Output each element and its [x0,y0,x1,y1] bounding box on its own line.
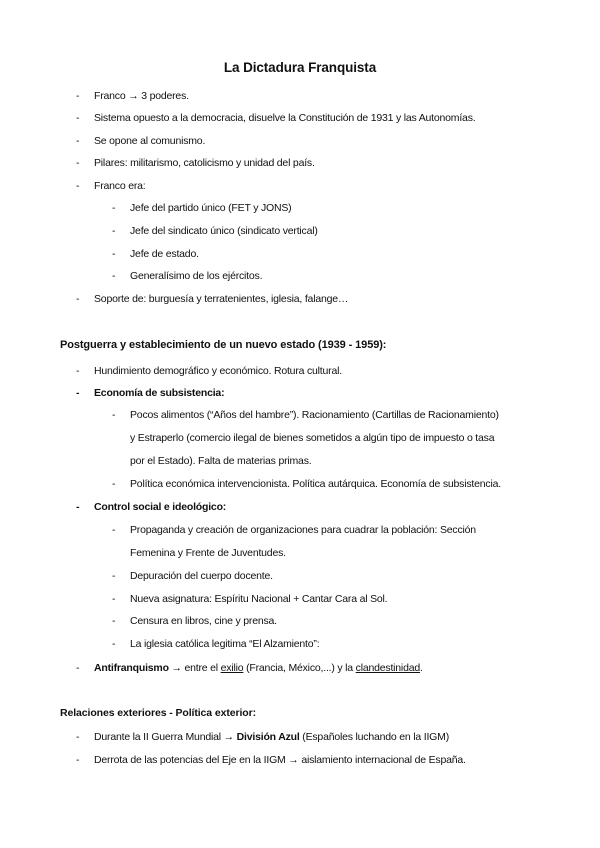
bullet-dash: - [76,112,80,124]
bullet-dash: - [112,478,116,490]
bullet-dash: - [76,662,80,674]
list-item: Hundimiento demográfico y económico. Rotura cultural. [94,365,342,377]
list-item-antifranquismo [94,661,423,675]
list-item [94,730,449,744]
list-item: Derrota de las potencias del Eje en la IIGM → aislamiento internacional de España. [94,754,466,766]
list-item: Sistema opuesto a la democracia, disuelve la Constitución de 1931 y las Autonomías. [94,112,476,124]
section-heading: Postguerra y establecimiento de un nuevo estado (1939 - 1959): [60,339,387,351]
list-item: Pilares: militarismo, catolicismo y unidad del país. [94,157,315,169]
bullet-dash: - [112,270,116,282]
sub-list-item: Política económica intervencionista. Política autárquica. Economía de subsistencia. [130,478,501,490]
list-item: Se opone al comunismo. [94,135,206,147]
sub-list-item-continuation: por el Estado). Falta de materias primas. [130,455,312,467]
sub-list-item: Jefe del partido único (FET y JONS) [130,202,292,214]
sub-list-item-continuation: y Estraperlo (comercio ilegal de bienes sometidos a algún tipo de impuesto o tasa [130,432,495,444]
sub-list-item: Censura en libros, cine y prensa. [130,615,277,627]
text-fragment: (Francia, México,...) y la [243,662,356,674]
exilio-underlined: exilio [220,662,244,674]
bullet-dash: - [112,524,116,536]
bullet-dash: - [112,409,116,421]
bullet-dash: - [76,293,80,305]
text-fragment: . [420,662,423,674]
bullet-dash: - [76,387,80,399]
document-title: La Dictadura Franquista [223,60,377,75]
bullet-dash: - [76,135,80,147]
text-fragment: Durante la II Guerra Mundial → [94,731,237,743]
bullet-dash: - [112,593,116,605]
bullet-dash: - [76,731,80,743]
bullet-dash: - [76,501,80,513]
sub-list-item: Pocos alimentos (“Años del hambre”). Racionamiento (Cartillas de Racionamiento) [130,409,499,421]
sub-list-item: La iglesia católica legitima “El Alzamiento”: [130,638,320,650]
bullet-dash: - [112,248,116,260]
bullet-dash: - [112,225,116,237]
sub-list-item: Jefe de estado. [130,248,199,260]
sub-list-item-continuation: Femenina y Frente de Juventudes. [130,547,286,559]
list-item: Franco era: [94,180,146,192]
list-item: Soporte de: burguesía y terratenientes, iglesia, falange… [94,293,349,305]
clandestinidad-underlined: clandestinidad [355,662,420,674]
bullet-dash: - [112,638,116,650]
sub-list-item: Depuración del cuerpo docente. [130,570,273,582]
list-item: Franco → 3 poderes. [94,90,189,102]
subsection-label: Economía de subsistencia: [94,387,225,399]
bullet-dash: - [76,90,80,102]
bullet-dash: - [112,570,116,582]
bullet-dash: - [112,615,116,627]
sub-list-item: Nueva asignatura: Espíritu Nacional + Cantar Cara al Sol. [130,593,388,605]
division-azul-bold: División Azul [236,731,300,743]
bullet-dash: - [112,202,116,214]
bullet-dash: - [76,365,80,377]
bullet-dash: - [76,180,80,192]
bullet-dash: - [76,754,80,766]
bullet-dash: - [76,157,80,169]
antifranquismo-label: Antifranquismo [94,662,169,674]
sub-list-item: Jefe del sindicato único (sindicato vertical) [130,225,318,237]
sub-list-item: Propaganda y creación de organizaciones para cuadrar la población: Sección [130,524,476,536]
section-heading: Relaciones exteriores - Política exterior: [60,707,256,719]
text-fragment: → entre el [168,662,221,674]
text-fragment: (Españoles luchando en la IIGM) [299,731,449,743]
sub-list-item: Generalísimo de los ejércitos. [130,270,263,282]
subsection-label: Control social e ideológico: [94,501,227,513]
